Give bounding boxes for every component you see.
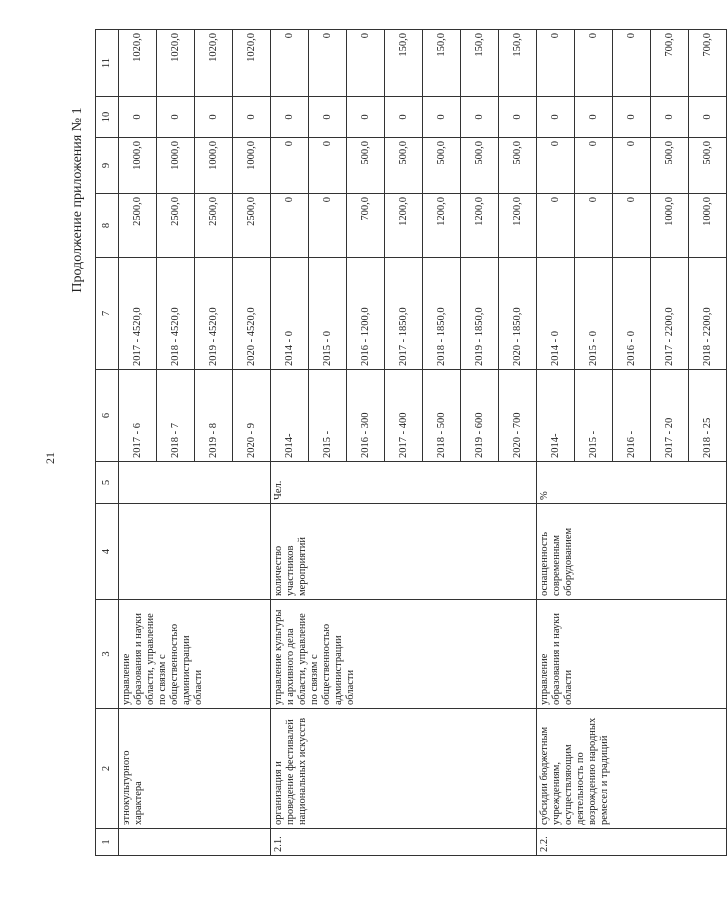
funding-col-11: 0 [347,30,385,97]
continuation-title-text: Продолжение приложения № 1 [70,107,85,293]
funding-col-10: 0 [689,97,727,138]
indicator-value: 2017 - 6 [119,370,157,462]
funding-col-11: 1020,0 [233,30,271,97]
table-body [119,30,727,856]
total-funding: 2018 - 4520,0 [157,258,195,370]
col-header-11: 11 [96,30,119,97]
funding-col-9: 500,0 [423,138,461,194]
program-table [95,29,727,856]
funding-col-10: 0 [537,97,575,138]
col-header-8: 8 [96,194,119,258]
col-header-5: 5 [96,462,119,504]
total-funding: 2018 - 1850,0 [423,258,461,370]
funding-col-8: 2500,0 [119,194,157,258]
funding-col-11: 150,0 [423,30,461,97]
funding-col-11: 0 [309,30,347,97]
measure-name: этнокультурного характера [119,709,271,829]
total-funding: 2015 - 0 [575,258,613,370]
col-header-6: 6 [96,370,119,462]
funding-col-8: 1000,0 [651,194,689,258]
funding-col-10: 0 [423,97,461,138]
funding-col-10: 0 [347,97,385,138]
funding-col-10: 0 [575,97,613,138]
indicator-value: 2020 - 9 [233,370,271,462]
funding-col-8: 0 [575,194,613,258]
table-row [271,30,309,856]
funding-col-11: 150,0 [385,30,423,97]
item-number [119,829,271,856]
total-funding: 2016 - 0 [613,258,651,370]
funding-col-9: 500,0 [461,138,499,194]
funding-col-9: 0 [613,138,651,194]
funding-col-8: 1200,0 [499,194,537,258]
funding-col-9: 500,0 [347,138,385,194]
funding-col-11: 0 [575,30,613,97]
col-header-7: 7 [96,258,119,370]
funding-col-9: 1000,0 [119,138,157,194]
funding-col-8: 1000,0 [689,194,727,258]
funding-col-8: 0 [613,194,651,258]
indicator-value: 2018 - 7 [157,370,195,462]
funding-col-9: 0 [575,138,613,194]
measure-name: организация и проведение фестивалей национальных искусств [271,709,537,829]
funding-col-10: 0 [385,97,423,138]
indicator-value: 2016 - [613,370,651,462]
indicator-value: 2018 - 25 [689,370,727,462]
column-number-row [96,30,119,856]
funding-col-8: 1200,0 [423,194,461,258]
funding-col-9: 500,0 [499,138,537,194]
indicator-value: 2019 - 8 [195,370,233,462]
indicator-name [119,504,271,600]
total-funding: 2016 - 1200,0 [347,258,385,370]
indicator-value: 2017 - 20 [651,370,689,462]
indicator-value: 2014- [271,370,309,462]
funding-col-8: 0 [537,194,575,258]
funding-col-8: 700,0 [347,194,385,258]
page-number: 21 [43,452,57,464]
funding-col-10: 0 [651,97,689,138]
indicator-value: 2014- [537,370,575,462]
indicator-value: 2018 - 500 [423,370,461,462]
funding-col-9: 0 [309,138,347,194]
funding-col-11: 700,0 [651,30,689,97]
indicator-value: 2020 - 700 [499,370,537,462]
continuation-title [67,107,89,293]
funding-col-10: 0 [195,97,233,138]
total-funding: 2019 - 1850,0 [461,258,499,370]
funding-col-10: 0 [271,97,309,138]
funding-col-8: 0 [309,194,347,258]
funding-col-11: 1020,0 [119,30,157,97]
col-header-2: 2 [96,709,119,829]
funding-col-8: 1200,0 [385,194,423,258]
total-funding: 2017 - 2200,0 [651,258,689,370]
funding-col-10: 0 [309,97,347,138]
total-funding: 2018 - 2200,0 [689,258,727,370]
unit: % [537,462,727,504]
funding-col-10: 0 [157,97,195,138]
funding-col-9: 500,0 [689,138,727,194]
indicator-value: 2015 - [309,370,347,462]
funding-col-9: 1000,0 [233,138,271,194]
funding-col-9: 500,0 [385,138,423,194]
rotated-table-wrapper [95,30,713,856]
executor: управление образования и науки области [537,600,727,709]
measure-name: субсидии бюджетным учреждениям, осуществляющим деятельность по возрождению народных ремесел и традиций [537,709,727,829]
funding-col-10: 0 [499,97,537,138]
indicator-value: 2017 - 400 [385,370,423,462]
total-funding: 2014 - 0 [271,258,309,370]
funding-col-11: 150,0 [499,30,537,97]
indicator-name: количество участников мероприятий [271,504,537,600]
total-funding: 2019 - 4520,0 [195,258,233,370]
col-header-1: 1 [96,829,119,856]
funding-col-11: 150,0 [461,30,499,97]
unit: Чел. [271,462,537,504]
total-funding: 2017 - 4520,0 [119,258,157,370]
indicator-value: 2019 - 600 [461,370,499,462]
table-row [537,30,575,856]
indicator-value: 2016 - 300 [347,370,385,462]
executor: управление образования и науки области, управление по связям с общественностью администрации области [119,600,271,709]
total-funding: 2020 - 4520,0 [233,258,271,370]
funding-col-8: 2500,0 [157,194,195,258]
indicator-value: 2015 - [575,370,613,462]
funding-col-10: 0 [233,97,271,138]
funding-col-11: 700,0 [689,30,727,97]
total-funding: 2020 - 1850,0 [499,258,537,370]
funding-col-10: 0 [461,97,499,138]
col-header-10: 10 [96,97,119,138]
executor: управление культуры и архивного дела области, управление по связям с общественностью администрации области [271,600,537,709]
indicator-name: оснащенность современным оборудованием [537,504,727,600]
funding-col-11: 0 [537,30,575,97]
col-header-4: 4 [96,504,119,600]
funding-col-11: 1020,0 [195,30,233,97]
funding-col-8: 0 [271,194,309,258]
total-funding: 2017 - 1850,0 [385,258,423,370]
funding-col-11: 1020,0 [157,30,195,97]
funding-col-9: 0 [537,138,575,194]
col-header-3: 3 [96,600,119,709]
unit [119,462,271,504]
item-number: 2.1. [271,829,537,856]
col-header-9: 9 [96,138,119,194]
funding-col-8: 1200,0 [461,194,499,258]
funding-col-11: 0 [271,30,309,97]
total-funding: 2014 - 0 [537,258,575,370]
funding-col-9: 500,0 [651,138,689,194]
funding-col-8: 2500,0 [233,194,271,258]
funding-col-11: 0 [613,30,651,97]
funding-col-10: 0 [119,97,157,138]
funding-col-9: 1000,0 [157,138,195,194]
funding-col-10: 0 [613,97,651,138]
funding-col-9: 1000,0 [195,138,233,194]
table-row [119,30,157,856]
total-funding: 2015 - 0 [309,258,347,370]
funding-col-9: 0 [271,138,309,194]
funding-col-8: 2500,0 [195,194,233,258]
item-number: 2.2. [537,829,727,856]
